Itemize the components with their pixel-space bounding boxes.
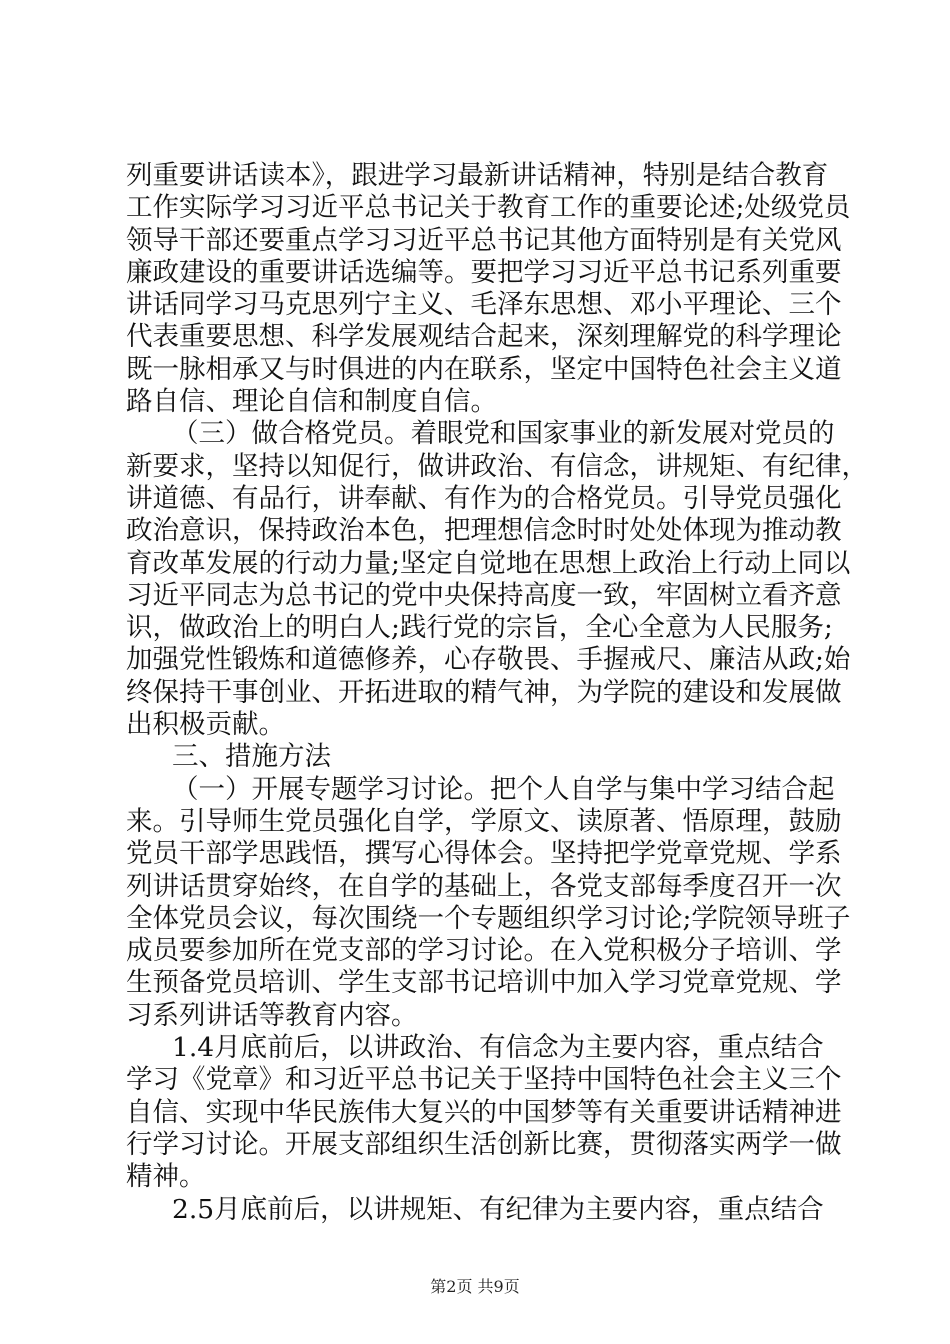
text-line: 育改革发展的行动力量;坚定自觉地在思想上政治上行动上同以: [126, 547, 851, 579]
text-line: 行学习讨论。开展支部组织生活创新比赛，贯彻落实两学一做: [126, 1128, 842, 1160]
text-line: 生预备党员培训、学生支部书记培训中加入学习党章党规、学: [126, 967, 842, 999]
text-line: 成员要参加所在党支部的学习讨论。在入党积极分子培训、学: [126, 935, 842, 967]
text-line: 代表重要思想、科学发展观结合起来，深刻理解党的科学理论: [126, 321, 842, 353]
text-line: 领导干部还要重点学习习近平总书记其他方面特别是有关党风: [126, 224, 842, 256]
page-footer: 第2页 共9页: [430, 1277, 520, 1296]
text-line: 1.4月底前后，以讲政治、有信念为主要内容，重点结合: [172, 1032, 824, 1064]
text-line: 路自信、理论自信和制度自信。: [126, 386, 497, 418]
text-line: 三、措施方法: [172, 741, 331, 773]
body-text: [126, 160, 868, 1226]
text-line: 2.5月底前后，以讲规矩、有纪律为主要内容，重点结合: [172, 1193, 824, 1225]
text-line: 精神。: [126, 1161, 206, 1193]
text-line: 列讲话贯穿始终，在自学的基础上，各党支部每季度召开一次: [126, 870, 842, 902]
text-line: （三）做合格党员。着眼党和国家事业的新发展对党员的: [172, 418, 835, 450]
text-line: 习系列讲话等教育内容。: [126, 999, 418, 1031]
text-line: 全体党员会议，每次围绕一个专题组织学习讨论;学院领导班子: [126, 902, 851, 934]
text-line: 学习《党章》和习近平总书记关于坚持中国特色社会主义三个: [126, 1064, 842, 1096]
text-line: 讲道德、有品行，讲奉献、有作为的合格党员。引导党员强化: [126, 482, 842, 514]
text-line: 来。引导师生党员强化自学，学原文、读原著、悟原理，鼓励: [126, 805, 842, 837]
text-line: 工作实际学习习近平总书记关于教育工作的重要论述;处级党员: [126, 192, 851, 224]
text-line: 讲话同学习马克思列宁主义、毛泽东思想、邓小平理论、三个: [126, 289, 842, 321]
text-line: 习近平同志为总书记的党中央保持高度一致，牢固树立看齐意: [126, 579, 842, 611]
text-line: 新要求，坚持以知促行，做讲政治、有信念，讲规矩、有纪律，: [126, 450, 868, 482]
text-line: （一）开展专题学习讨论。把个人自学与集中学习结合起: [172, 773, 835, 805]
text-line: 既一脉相承又与时俱进的内在联系，坚定中国特色社会主义道: [126, 353, 842, 385]
text-line: 廉政建设的重要讲话选编等。要把学习习近平总书记系列重要: [126, 256, 842, 288]
text-line: 列重要讲话读本》，跟进学习最新讲话精神，特别是结合教育: [126, 160, 829, 191]
text-line: 出积极贡献。: [126, 709, 285, 741]
text-line: 党员干部学思践悟，撰写心得体会。坚持把学党章党规、学系: [126, 838, 842, 870]
text-line: 加强党性锻炼和道德修养，心存敬畏、手握戒尺、廉洁从政;始: [126, 644, 851, 676]
text-line: 终保持干事创业、开拓进取的精气神，为学院的建设和发展做: [126, 676, 842, 708]
text-line: 政治意识，保持政治本色，把理想信念时时处处体现为推动教: [126, 515, 842, 547]
text-line: 识，做政治上的明白人;践行党的宗旨，全心全意为人民服务;: [126, 612, 833, 644]
text-line: 自信、实现中华民族伟大复兴的中国梦等有关重要讲话精神进: [126, 1096, 842, 1128]
